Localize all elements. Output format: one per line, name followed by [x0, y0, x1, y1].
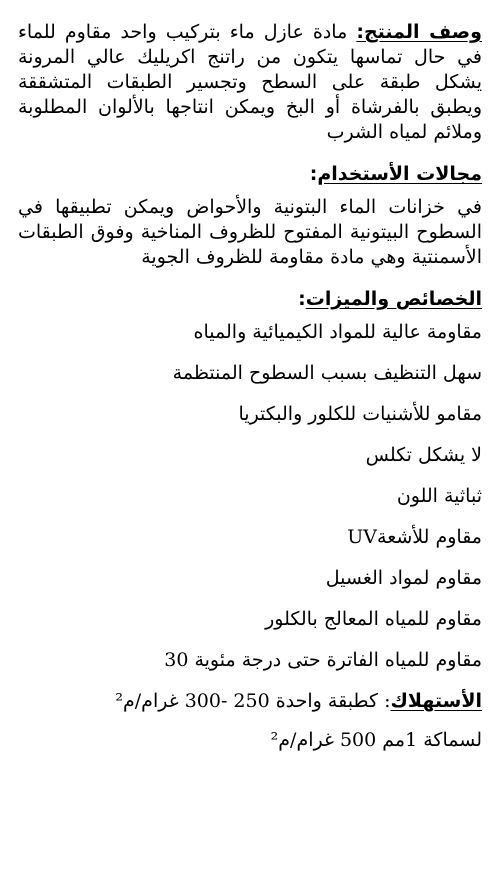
consumption-single-coat: كطبقة واحدة 250 -300 غرام/م² — [115, 690, 379, 712]
features-heading-colon: : — [298, 288, 306, 310]
feature-item: مقاوم لمواد الغسيل — [325, 567, 482, 589]
features-list — [18, 320, 482, 673]
feature-item: مقاومة عالية للمواد الكيميائية والمياه — [193, 321, 482, 343]
description-text: مادة عازل ماء بتركيب واحد مقاوم للماء في حال تماسها يتكون من راتنج اكريليك عالي المرونة يشكل طبقة على السطح وتجسير الطبقات المتشققة ويطبق بالفرشاة أو البخ ويمكن انتاجها بالألوان المطلوبة وملائم لمياه الشرب — [18, 21, 482, 143]
consumption-line-2: لسماكة 1مم 500 غرام/م² — [270, 729, 482, 751]
uses-heading-colon: : — [309, 163, 318, 185]
feature-item: سهل التنظيف بسبب السطوح المنتظمة — [172, 362, 482, 384]
feature-item: مقامو للأشنيات للكلور والبكتريا — [238, 403, 482, 425]
feature-item: مقاوم للمياه الفاترة حتى درجة مئوية 30 — [164, 649, 482, 671]
feature-item: ثباثية اللون — [396, 485, 482, 507]
consumption-heading-colon: : — [384, 690, 391, 712]
feature-item: لا يشكل تكلس — [365, 444, 482, 466]
description-heading: وصف المنتج: — [356, 21, 482, 43]
feature-item: مقاوم للأشعةUV — [347, 526, 482, 548]
feature-item: مقاوم للمياه المعالج بالكلور — [265, 608, 482, 630]
features-heading — [18, 288, 482, 310]
consumption-line-1 — [18, 689, 482, 714]
consumption-heading: الأستهلاك — [390, 690, 482, 712]
uses-heading — [18, 163, 482, 185]
description-paragraph — [18, 20, 482, 145]
uses-heading-text: مجالات الأستخدام — [317, 163, 482, 185]
features-heading-text: الخصائص والميزات — [305, 288, 482, 310]
uses-paragraph: في خزانات الماء البتونية والأحواض ويمكن تطبيقها في السطوح البيتونية المفتوح للظروف المناخية وفوق الطبقات الأسمنتية وهي مادة مقاومة للظروف الجوية — [18, 196, 482, 268]
